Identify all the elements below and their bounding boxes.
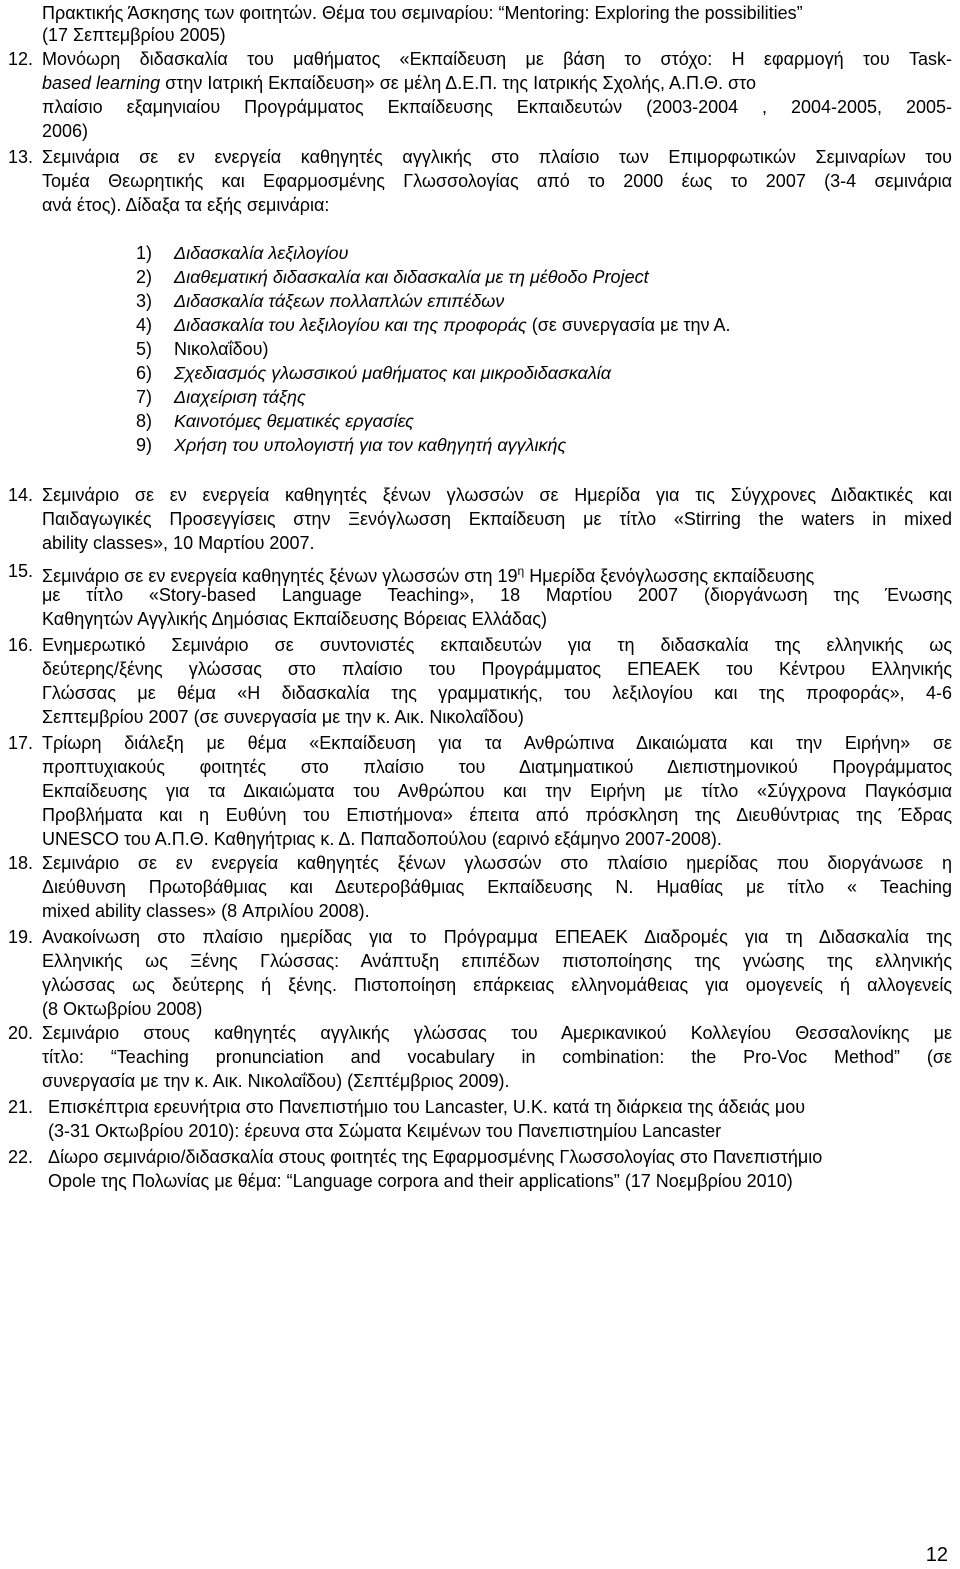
item-20-text: τίτλο: “Teaching pronunciation and vocabulary in combination: the Pro-Voc Method” (σε: [42, 1047, 952, 1067]
item-18-text: Σεμινάριο σε εν ενεργεία καθηγητές ξένων γλωσσών στο πλαίσιο ημερίδας που διοργάνωσε η: [42, 853, 952, 873]
seminar-title-italic: Διδασκαλία του λεξιλογίου και της προφοράς: [174, 315, 527, 335]
item-12-text: 2006): [42, 121, 89, 141]
seminar-number: 9): [136, 435, 153, 455]
item-17-text: UNESCO του Α.Π.Θ. Καθηγήτριας κ. Δ. Παπαδοπούλου (εαρινό εξάμηνο 2007-2008).: [42, 829, 722, 849]
item-16-text: Σεπτεμβρίου 2007 (σε συνεργασία με την κ. Αικ. Νικολαΐδου): [42, 707, 524, 727]
seminar-title: Διδασκαλία λεξιλογίου: [174, 243, 349, 263]
item-number: 14.: [8, 485, 34, 505]
seminar-number: 8): [136, 411, 153, 431]
item-15-text-part: Ημερίδα ξενόγλωσσης εκπαίδευσης: [524, 566, 815, 586]
seminar-number: 5): [136, 339, 153, 359]
seminar-number: 6): [136, 363, 153, 383]
item-15-text: Καθηγητών Αγγλικής Δημόσιας Εκπαίδευσης Βόρειας Ελλάδας): [42, 609, 547, 629]
seminar-number: 3): [136, 291, 153, 311]
item-number: 22.: [8, 1147, 34, 1167]
item-15-text: [42, 560, 952, 587]
seminar-number: 2): [136, 267, 153, 287]
item-number: 20.: [8, 1023, 34, 1043]
item-13-text: Τομέα Θεωρητικής και Εφαρμοσμένης Γλωσσολογίας από το 2000 έως το 2007 (3-4 σεμινάρια: [42, 171, 952, 191]
item-17-text: Τρίωρη διάλεξη με θέμα «Εκπαίδευση για τα Ανθρώπινα Δικαιώματα και την Ειρήνη» σε: [42, 733, 952, 753]
item-12-text: Μονόωρη διδασκαλία του μαθήματος «Εκπαίδευση με βάση το στόχο: Η εφαρμογή του Task-: [42, 49, 952, 69]
seminar-title: Καινοτόμες θεματικές εργασίες: [174, 411, 414, 431]
item-16-text: δεύτερης/ξένης γλώσσας στο πλαίσιο του Προγράμματος ΕΠΕΑΕΚ του Κέντρου Ελληνικής: [42, 659, 952, 679]
item-21-text: Επισκέπτρια ερευνήτρια στο Πανεπιστήμιο του Lancaster, U.K. κατά τη διάρκεια της άδειάς μου: [48, 1097, 806, 1117]
item-15-text-part: Σεμινάριο σε εν ενεργεία καθηγητές ξένων γλωσσών στη 19: [42, 566, 518, 586]
item-19-text: (8 Οκτωβρίου 2008): [42, 999, 203, 1019]
item-13-text: Σεμινάρια σε εν ενεργεία καθηγητές αγγλικής στο πλαίσιο των Επιμορφωτικών Σεμιναρίων του: [42, 147, 952, 167]
item-19-text: Ανακοίνωση στο πλαίσιο ημερίδας για το Πρόγραμμα ΕΠΕΑΕΚ Διαδρομές για τη Διδασκαλία της: [42, 927, 952, 947]
item-12-text: [42, 72, 756, 94]
item-22-text: Opole της Πολωνίας με θέμα: “Language corpora and their applications” (17 Νοεμβρίου 2010): [48, 1171, 793, 1191]
seminar-number: 1): [136, 243, 153, 263]
item-12-text-rest: στην Ιατρική Εκπαίδευση» σε μέλη Δ.Ε.Π. της Ιατρικής Σχολής, Α.Π.Θ. στο: [160, 73, 756, 93]
item-number: 17.: [8, 733, 34, 753]
item-number: 19.: [8, 927, 34, 947]
seminar-number: 4): [136, 315, 153, 335]
item-14-text: Παιδαγωγικές Προσεγγίσεις στην Ξενόγλωσση Εκπαίδευση με τίτλο «Stirring the waters in mixed: [42, 509, 952, 529]
item-16-text: Ενημερωτικό Σεμινάριο σε συντονιστές εκπαιδευτών για τη διδασκαλία της ελληνικής ως: [42, 635, 952, 655]
seminar-title: Διδασκαλία τάξεων πολλαπλών επιπέδων: [174, 291, 505, 311]
item-number: 12.: [8, 49, 34, 69]
seminar-title: Χρήση του υπολογιστή για τον καθηγητή αγγλικής: [174, 435, 567, 455]
item-number: 16.: [8, 635, 34, 655]
item-16-text: Γλώσσας με θέμα «Η διδασκαλία της γραμματικής, του λεξιλογίου και της προφοράς», 4-6: [42, 683, 952, 703]
item-21-text: (3-31 Οκτωβρίου 2010): έρευνα στα Σώματα Κειμένων του Πανεπιστημίου Lancaster: [48, 1121, 722, 1141]
item-19-text: Ελληνικής ως Ξένης Γλώσσας: Ανάπτυξη επιπέδων πιστοποίησης της γνώσης της ελληνικής: [42, 951, 952, 971]
item-14-text: Σεμινάριο σε εν ενεργεία καθηγητές ξένων γλωσσών σε Ημερίδα για τις Σύγχρονες Διδακτικές και: [42, 485, 952, 505]
item-20-text: Σεμινάριο στους καθηγητές αγγλικής γλώσσας του Αμερικανικού Κολλεγίου Θεσσαλονίκης με: [42, 1023, 952, 1043]
superscript: η: [517, 564, 525, 578]
seminar-title: [174, 314, 731, 336]
item-15-text: με τίτλο «Story-based Language Teaching», 18 Μαρτίου 2007 (διοργάνωση της Ένωσης: [42, 585, 952, 605]
seminar-note: (σε συνεργασία με την Α.: [526, 315, 731, 335]
seminar-title: Διαθεματική διδασκαλία και διδασκαλία με τη μέθοδο Project: [174, 267, 649, 287]
item-number: 13.: [8, 147, 34, 167]
item-number: 15.: [8, 561, 34, 581]
item-14-text: ability classes», 10 Μαρτίου 2007.: [42, 533, 315, 553]
item-18-text: mixed ability classes» (8 Απριλίου 2008).: [42, 901, 370, 921]
seminar-number: 7): [136, 387, 153, 407]
item-18-text: Διεύθυνση Πρωτοβάθμιας και Δευτεροβάθμιας Εκπαίδευσης Ν. Ημαθίας με τίτλο « Teaching: [42, 877, 952, 897]
item-12-italic: based learning: [42, 73, 161, 93]
item-19-text: γλώσσας ως δεύτερης ή ξένης. Πιστοποίηση επάρκειας ελληνομάθειας για ομογενείς ή αλλογενείς: [42, 975, 952, 995]
item-number: 21.: [8, 1097, 34, 1117]
item-22-text: Δίωρο σεμινάριο/διδασκαλία στους φοιτητές της Εφαρμοσμένης Γλωσσολογίας στο Πανεπιστήμιο: [48, 1147, 823, 1167]
seminar-title: Διαχείριση τάξης: [174, 387, 306, 407]
item-number: 18.: [8, 853, 34, 873]
seminar-note: Νικολαΐδου): [174, 339, 269, 359]
item-20-text: συνεργασία με την κ. Αικ. Νικολαΐδου) (Σεπτέμβριος 2009).: [42, 1071, 510, 1091]
item-17-text: Εκπαίδευσης για τα Δικαιώματα του Ανθρώπου και την Ειρήνη με τίτλο «Σύγχρονα Παγκόσμια: [42, 781, 952, 801]
intro-line: Πρακτικής Άσκησης των φοιτητών. Θέμα του σεμιναρίου: “Mentoring: Exploring the possibilities”: [42, 3, 803, 23]
item-13-text: ανά έτος). Δίδαξα τα εξής σεμινάρια:: [42, 195, 330, 215]
item-15-text-a: [42, 560, 814, 587]
item-17-text: προπτυχιακούς φοιτητές στο πλαίσιο του Διατμηματικού Διεπιστημονικού Προγράμματος: [42, 757, 952, 777]
intro-line: (17 Σεπτεμβρίου 2005): [42, 25, 226, 45]
page-number: 12: [925, 1544, 948, 1566]
item-12-text: πλαίσιο εξαμηνιαίου Προγράμματος Εκπαίδευσης Εκπαιδευτών (2003-2004 , 2004-2005, 2005-: [42, 97, 952, 117]
seminar-title: Σχεδιασμός γλωσσικού μαθήματος και μικροδιδασκαλία: [174, 363, 612, 383]
item-17-text: Προβλήματα και η Ευθύνη του Επιστήμονα» έπειτα από πρόσκληση της Διευθύντριας της Έδρας: [42, 805, 952, 825]
